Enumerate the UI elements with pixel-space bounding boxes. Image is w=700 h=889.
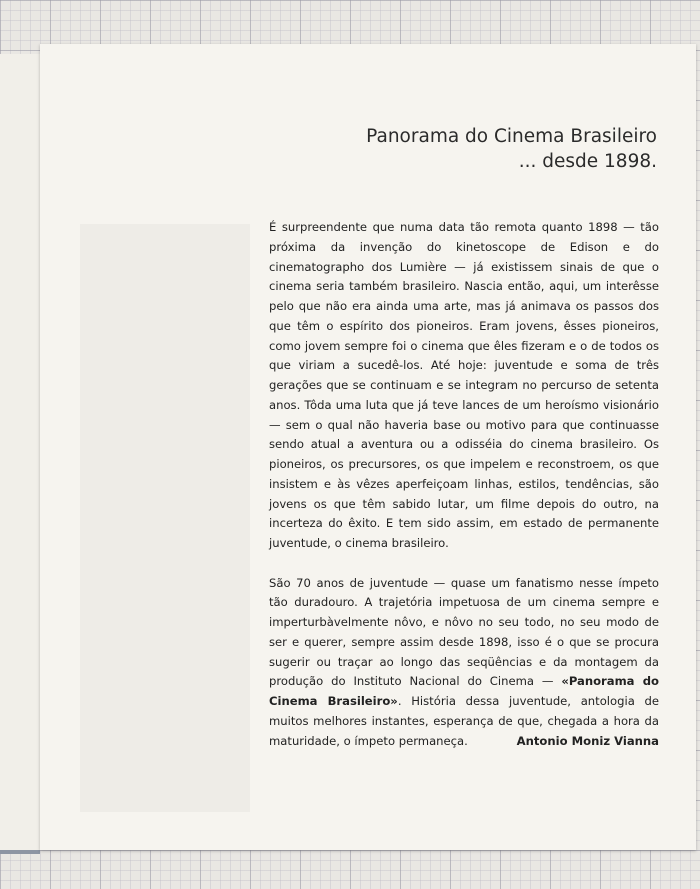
- author-signature: Antonio Moniz Vianna: [516, 733, 659, 748]
- page-shadow: [0, 850, 40, 854]
- title-line-2: ... desde 1898.: [518, 151, 657, 172]
- article-body: [269, 218, 659, 751]
- paragraph-1: É surpreendente que numa data tão remota quanto 1898 — tão próxima da invenção do kinetoscope de Edison e do cinematographo dos Lumière — já existissem sinais de que o cinema seria também brasileiro. Nascia então, aqui, um interêsse pelo que não era ainda uma arte, mas já animava os passos dos que têm o espírito dos pioneiros. Eram jovens, êsses pioneiros, como jovem sempre foi o cinema que êles fizeram e o de todos os que viriam a sucedê-los. Até hoje: juventude e soma de três gerações que se continuam e se integram no percurso de setenta anos. Tôda uma luta que já teve lances de um heroísmo visionário — sem o qual não haveria base ou motivo para que continuasse sendo atual a aventura ou a odisséia do cinema brasileiro. Os pioneiros, os precursores, os que impelem e reconstroem, os que insistem e às vêzes aperfeiçoam linhas, estilos, tendências, são jovens os que têm sabido lutar, um filme depois do outro, na incerteza do êxito. E tem sido assim, em estado de permanente juventude, o cinema brasileiro.: [269, 220, 659, 550]
- title-line-1: Panorama do Cinema Brasileiro: [366, 126, 657, 147]
- brochure-page: [40, 44, 696, 850]
- show-through-image: [80, 224, 250, 812]
- paragraph-2-ending: . História dessa juventude, antologia de muitos melhores instantes, esperança de que, chegada a hora da maturidade, o ímpeto permaneça.: [269, 694, 659, 748]
- paragraph-2: [269, 574, 659, 752]
- paragraph-2-text: São 70 anos de juventude — quase um fanatismo nesse ímpeto tão duradouro. A trajetória impetuosa de um cinema sempre e imperturbàvelmente nôvo, e nôvo no seu todo, no seu modo de ser e querer, sempre assim desde 1898, isso é o que se procura sugerir ou traçar ao longo das seqüências e da montagem da produção do Instituto Nacional do Cinema —: [269, 575, 659, 689]
- facing-page-edge: [0, 54, 41, 850]
- page-title: [366, 124, 657, 174]
- film-title: «Panorama do Cinema Brasileiro»: [269, 674, 660, 708]
